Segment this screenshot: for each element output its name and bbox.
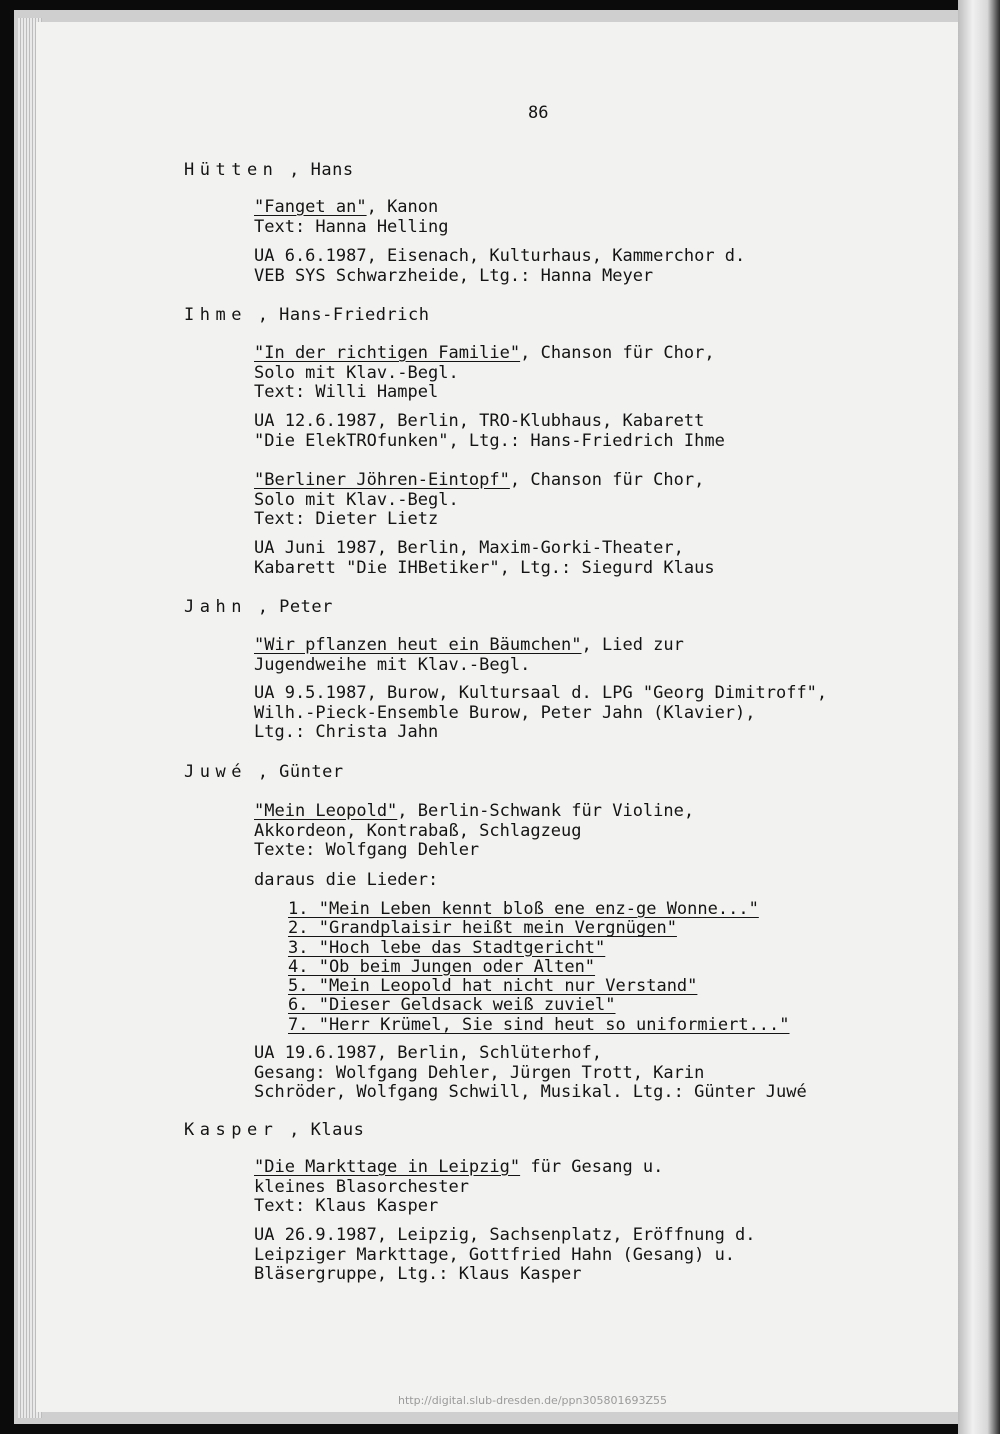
work-title: "Wir pflanzen heut ein Bäumchen" bbox=[254, 635, 582, 655]
work-title: "Die Markttage in Leipzig" bbox=[254, 1157, 521, 1177]
work-title-rest: für Gesang u. bbox=[520, 1157, 664, 1177]
work-line: Akkordeon, Kontrabaß, Schlagzeug bbox=[254, 820, 582, 841]
composer-heading: Hütten , Hans bbox=[184, 160, 354, 180]
premiere-line: UA 12.6.1987, Berlin, TRO-Klubhaus, Kabarett bbox=[254, 411, 705, 431]
work-entry bbox=[254, 344, 715, 403]
work-line: Solo mit Klav.-Begl. bbox=[254, 362, 459, 383]
work-title-rest: , Lied zur bbox=[581, 635, 684, 655]
source-url-watermark: http://digital.slub-dresden.de/ppn305801693Z55 bbox=[398, 1394, 667, 1407]
work-line: kleines Blasorchester bbox=[254, 1176, 469, 1197]
premiere-line: Kabarett "Die IHBetiker", Ltg.: Siegurd Klaus bbox=[254, 557, 715, 578]
song-item: 2. "Grandplaisir heißt mein Vergnügen" bbox=[288, 918, 677, 939]
work-line: Solo mit Klav.-Begl. bbox=[254, 489, 459, 510]
work-title-rest: , Berlin-Schwank für Violine, bbox=[397, 801, 695, 821]
premiere-line: Gesang: Wolfgang Dehler, Jürgen Trott, Karin bbox=[254, 1062, 705, 1083]
songs-intro-text: daraus die Lieder: bbox=[254, 870, 439, 890]
premiere-line: Schröder, Wolfgang Schwill, Musikal. Ltg.: Günter Juwé bbox=[254, 1082, 807, 1102]
premiere-line: Bläsergruppe, Ltg.: Klaus Kasper bbox=[254, 1264, 582, 1284]
composer-last-name: Jahn bbox=[184, 597, 247, 617]
premiere-line: UA 9.5.1987, Burow, Kultursaal d. LPG "Georg Dimitroff", bbox=[254, 683, 828, 703]
work-entry bbox=[254, 636, 684, 675]
song-item: 7. "Herr Krümel, Sie sind heut so uniformiert..." bbox=[288, 1014, 790, 1035]
composer-last-name: Hütten bbox=[184, 160, 279, 180]
work-title: "Berliner Jöhren-Eintopf" bbox=[254, 470, 510, 490]
premiere-line: UA 6.6.1987, Eisenach, Kulturhaus, Kammerchor d. bbox=[254, 246, 746, 266]
composer-heading: Ihme , Hans-Friedrich bbox=[184, 305, 430, 325]
song-list bbox=[288, 900, 790, 1035]
premiere-line: Wilh.-Pieck-Ensemble Burow, Peter Jahn (Klavier), bbox=[254, 702, 756, 723]
composer-first-name: Hans bbox=[310, 160, 354, 180]
song-item: 4. "Ob beim Jungen oder Alten" bbox=[288, 956, 596, 977]
work-entry bbox=[254, 1158, 663, 1217]
work-line: Text: Klaus Kasper bbox=[254, 1196, 439, 1216]
work-entry bbox=[254, 471, 704, 530]
composer-last-name: Juwé bbox=[184, 762, 247, 782]
composer-last-name: Ihme bbox=[184, 305, 247, 325]
premiere-info bbox=[254, 412, 725, 451]
page-number: 86 bbox=[528, 103, 549, 123]
work-entry bbox=[254, 198, 448, 237]
composer-heading: Jahn , Peter bbox=[184, 597, 333, 617]
premiere-info bbox=[254, 539, 715, 578]
song-item: 6. "Dieser Geldsack weiß zuviel" bbox=[288, 995, 616, 1016]
premiere-line: UA Juni 1987, Berlin, Maxim-Gorki-Theater, bbox=[254, 538, 684, 558]
work-line: Jugendweihe mit Klav.-Begl. bbox=[254, 654, 531, 675]
composer-first-name: Peter bbox=[279, 597, 333, 617]
work-entry bbox=[254, 802, 694, 861]
song-item: 1. "Mein Leben kennt bloß ene enz-ge Wonne..." bbox=[288, 899, 759, 919]
premiere-info bbox=[254, 1044, 807, 1103]
work-line: Text: Willi Hampel bbox=[254, 382, 439, 402]
song-item: 5. "Mein Leopold hat nicht nur Verstand" bbox=[288, 976, 698, 997]
work-title-rest: , Chanson für Chor, bbox=[520, 343, 715, 363]
work-title: "Mein Leopold" bbox=[254, 801, 398, 821]
composer-heading: Juwé , Günter bbox=[184, 762, 344, 782]
work-line: Text: Dieter Lietz bbox=[254, 509, 439, 529]
work-title-rest: , Kanon bbox=[366, 197, 439, 217]
premiere-line: Ltg.: Christa Jahn bbox=[254, 722, 439, 742]
composer-first-name: Hans-Friedrich bbox=[279, 305, 430, 325]
premiere-info bbox=[254, 1226, 756, 1285]
work-title: "In der richtigen Familie" bbox=[254, 343, 521, 363]
work-title-rest: , Chanson für Chor, bbox=[509, 470, 705, 490]
composer-heading: Kasper , Klaus bbox=[184, 1120, 365, 1140]
premiere-line: UA 26.9.1987, Leipzig, Sachsenplatz, Eröffnung d. bbox=[254, 1225, 756, 1245]
premiere-info bbox=[254, 247, 745, 286]
song-item: 3. "Hoch lebe das Stadtgericht" bbox=[288, 937, 606, 958]
work-title: "Fanget an" bbox=[254, 197, 367, 217]
premiere-line: VEB SYS Schwarzheide, Ltg.: Hanna Meyer bbox=[254, 265, 654, 286]
composer-first-name: Klaus bbox=[310, 1120, 365, 1140]
premiere-line: "Die ElekTROfunken", Ltg.: Hans-Friedrich Ihme bbox=[254, 430, 725, 451]
composer-last-name: Kasper bbox=[184, 1120, 279, 1140]
work-line: Text: Hanna Helling bbox=[254, 216, 449, 237]
composer-first-name: Günter bbox=[279, 762, 344, 782]
premiere-info bbox=[254, 684, 827, 743]
work-line: Texte: Wolfgang Dehler bbox=[254, 840, 480, 860]
premiere-line: Leipziger Markttage, Gottfried Hahn (Gesang) u. bbox=[254, 1244, 736, 1265]
songs-intro bbox=[254, 871, 438, 891]
premiere-line: UA 19.6.1987, Berlin, Schlüterhof, bbox=[254, 1043, 602, 1063]
